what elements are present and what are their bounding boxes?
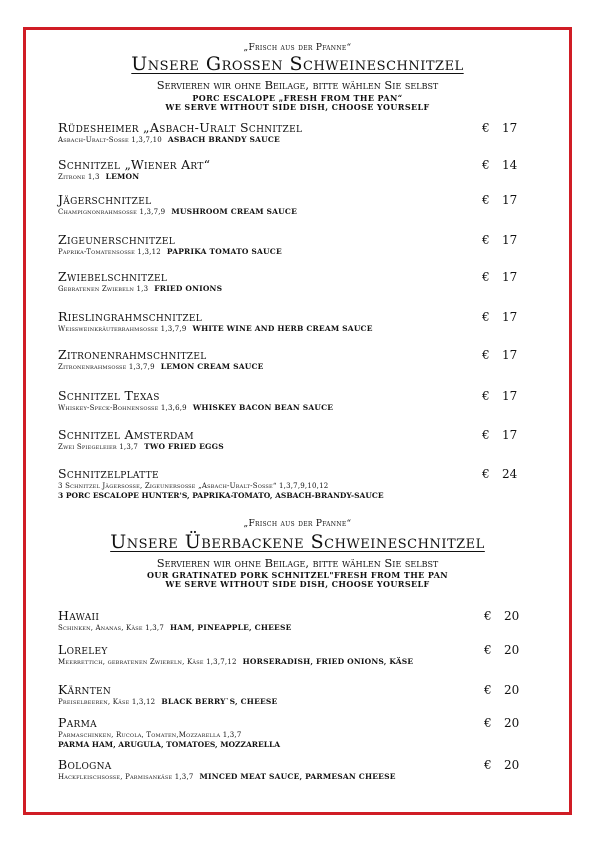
euro-symbol: €	[482, 233, 490, 247]
menu-item-name: Zitronenrahmschnitzel	[58, 347, 207, 362]
menu-item-english-description: HAM, PINEAPPLE, CHEESE	[170, 623, 292, 632]
menu-item-price	[482, 467, 517, 481]
menu-item-description	[58, 623, 538, 633]
menu-item-description	[58, 730, 538, 740]
menu-item	[58, 310, 538, 334]
price-value: 17	[502, 233, 518, 247]
menu-item-description	[58, 481, 538, 491]
price-value: 20	[504, 609, 520, 623]
menu-item-description	[58, 403, 538, 413]
menu-item-price	[482, 193, 517, 207]
price-value: 17	[502, 193, 518, 207]
menu-item-german-description: Schinken, Ananas, Käse 1,3,7	[58, 624, 164, 632]
section1-english-line2: WE SERVE WITHOUT SIDE DISH, CHOOSE YOURSELF	[165, 102, 430, 112]
menu-item	[58, 716, 538, 750]
menu-item	[58, 270, 538, 294]
menu-item-german-description: Asbach-Uralt-Soße 1,3,7,10	[58, 136, 162, 144]
price-value: 24	[502, 467, 518, 481]
menu-item-german-description: Weißweinkräuterrahmsoße 1,3,7,9	[58, 325, 187, 333]
menu-item-english-description: MUSHROOM CREAM SAUCE	[171, 207, 298, 216]
menu-item-description	[58, 362, 538, 372]
menu-item-name: Parma	[58, 715, 97, 730]
menu-item-price	[482, 389, 517, 403]
menu-item-english-description: FRIED ONIONS	[154, 284, 223, 293]
section1-english-line1: PORC ESCALOPE „FRESH FROM THE PAN“	[192, 93, 403, 103]
price-value: 14	[502, 158, 518, 172]
menu-item-english-description: 3 PORC ESCALOPE HUNTER'S, PAPRIKA-TOMATO, ASBACH-BRANDY-SAUCE	[58, 491, 384, 500]
menu-item-german-description: Gebratenen Zwiebeln 1,3	[58, 285, 149, 293]
euro-symbol: €	[484, 758, 492, 772]
euro-symbol: €	[482, 310, 490, 324]
menu-item-description	[58, 697, 538, 707]
price-value: 17	[502, 270, 518, 284]
menu-item-name: Zigeunerschnitzel	[58, 232, 176, 247]
menu-item-english-description: HORSERADISH, FRIED ONIONS, KÄSE	[242, 657, 414, 666]
menu-item	[58, 643, 538, 667]
section1-title: Unsere Großen Schweineschnitzel	[131, 53, 464, 75]
section2-title: Unsere Überbackene Schweineschnitzel	[110, 531, 485, 553]
menu-item-price	[482, 428, 517, 442]
menu-item-name: Schnitzel „Wiener Art“	[58, 157, 211, 172]
menu-item-german-description: Hackfleischsoße, Parmisankäse 1,3,7	[58, 773, 194, 781]
menu-item-german-description: Champignonrahmsoße 1,3,7,9	[58, 208, 166, 216]
menu-item-german-description: Preiselbeeren, Käse 1,3,12	[58, 698, 156, 706]
menu-item-german-description: Paprika-Tomatensoße 1,3,12	[58, 248, 161, 256]
menu-item-name: Zwiebelschnitzel	[58, 269, 168, 284]
euro-symbol: €	[482, 270, 490, 284]
euro-symbol: €	[482, 193, 490, 207]
menu-item	[58, 121, 538, 145]
menu-item-name: Rüdesheimer „Asbach-Uralt Schnitzel	[58, 120, 303, 135]
menu-item-price	[484, 683, 519, 697]
menu-item-english-description: LEMON	[105, 172, 140, 181]
menu-item-german-description: Zwei Spiegeleier 1,3,7	[58, 443, 139, 451]
euro-symbol: €	[484, 609, 492, 623]
section2-english-line2: WE SERVE WITHOUT SIDE DISH, CHOOSE YOURSELF	[165, 579, 430, 589]
menu-item	[58, 158, 538, 182]
euro-symbol: €	[484, 716, 492, 730]
menu-item	[58, 428, 538, 452]
menu-item-price	[482, 310, 517, 324]
menu-item-english-description: WHISKEY BACON BEAN SAUCE	[192, 403, 334, 412]
menu-item-name: Schnitzel Amsterdam	[58, 427, 194, 442]
price-value: 20	[504, 683, 520, 697]
menu-item-name: Jägerschnitzel	[58, 192, 152, 207]
price-value: 17	[502, 310, 518, 324]
menu-item-german-description: Parmaschinken, Rucola, Tomaten,Mozzarella 1,3,7	[58, 731, 242, 739]
menu-item-name: Schnitzel Texas	[58, 388, 160, 403]
menu-item-name: Hawaii	[58, 608, 100, 623]
menu-item	[58, 758, 538, 782]
euro-symbol: €	[482, 428, 490, 442]
menu-item-name: Rieslingrahmschnitzel	[58, 309, 203, 324]
menu-item-description	[58, 324, 538, 334]
menu-item-price	[482, 348, 517, 362]
price-value: 20	[504, 758, 520, 772]
price-value: 17	[502, 348, 518, 362]
menu-item-name: Schnitzelplatte	[58, 466, 159, 481]
price-value: 17	[502, 121, 518, 135]
menu-item-name: Bologna	[58, 757, 112, 772]
menu-item	[58, 193, 538, 217]
menu-item-price	[484, 609, 519, 623]
section1-serving-note: Servieren wir ohne Beilage, bitte wählen Sie selbst	[156, 78, 439, 92]
menu-item-german-description: Zitronenrahmsoße 1,3,7,9	[58, 363, 155, 371]
menu-item	[58, 683, 538, 707]
price-value: 20	[504, 643, 520, 657]
euro-symbol: €	[482, 158, 490, 172]
menu-item-description	[58, 657, 538, 667]
menu-item-english-description: PAPRIKA TOMATO SAUCE	[166, 247, 282, 256]
menu-item-description	[58, 284, 538, 294]
menu-item-price	[482, 158, 517, 172]
menu-item-german-description: Meerrettich, gebratenen Zwiebeln, Käse 1,3,7,12	[58, 658, 237, 666]
menu-item-german-description: 3 Schnitzel Jägersoße, Zigeunersoße „Asbach-Uralt-Soße“ 1,3,7,9,10,12	[58, 482, 329, 490]
menu-item-price	[482, 270, 517, 284]
euro-symbol: €	[484, 643, 492, 657]
price-value: 20	[504, 716, 520, 730]
euro-symbol: €	[482, 121, 490, 135]
menu-item-english-description: MINCED MEAT SAUCE, PARMESAN CHEESE	[199, 772, 396, 781]
menu-item-name: Kärnten	[58, 682, 112, 697]
menu-item-price	[484, 758, 519, 772]
menu-item-german-description: Zitrone 1,3	[58, 173, 100, 181]
menu-item-price	[482, 233, 517, 247]
menu-item-english-description: LEMON CREAM SAUCE	[160, 362, 264, 371]
menu-item	[58, 609, 538, 633]
menu-item-description	[58, 172, 538, 182]
menu-item-english-description: TWO FRIED EGGS	[144, 442, 224, 451]
menu-item-description	[58, 135, 538, 145]
menu-item-english-description: WHITE WINE AND HERB CREAM SAUCE	[192, 324, 373, 333]
menu-item-english-description: PARMA HAM, ARUGULA, TOMATOES, MOZZARELLA	[58, 740, 281, 749]
section2-serving-note: Servieren wir ohne Beilage, bitte wählen Sie selbst	[156, 556, 439, 570]
menu-item	[58, 389, 538, 413]
euro-symbol: €	[484, 683, 492, 697]
menu-item-price	[484, 716, 519, 730]
price-value: 17	[502, 389, 518, 403]
section2-subtitle: „Frisch aus der Pfanne“	[243, 519, 352, 529]
section2-english-line1: OUR GRATINATED PORK SCHNITZEL"FRESH FROM THE PAN	[146, 570, 449, 580]
menu-item	[58, 233, 538, 257]
euro-symbol: €	[482, 389, 490, 403]
menu-item-description	[58, 442, 538, 452]
menu-item	[58, 467, 538, 501]
menu-item-description	[58, 247, 538, 257]
euro-symbol: €	[482, 348, 490, 362]
menu-item-description	[58, 207, 538, 217]
menu-item-price	[484, 643, 519, 657]
menu-item	[58, 348, 538, 372]
section1-subtitle: „Frisch aus der Pfanne“	[243, 43, 352, 53]
menu-item-name: Loreley	[58, 642, 108, 657]
menu-item-english-description: ASBACH BRANDY SAUCE	[167, 135, 280, 144]
price-value: 17	[502, 428, 518, 442]
menu-item-description	[58, 772, 538, 782]
euro-symbol: €	[482, 467, 490, 481]
menu-item-german-description: Whiskey-Speck-Bohnensoße 1,3,6,9	[58, 404, 187, 412]
menu-item-price	[482, 121, 517, 135]
menu-item-english-description: BLACK BERRY`S, CHEESE	[161, 697, 278, 706]
